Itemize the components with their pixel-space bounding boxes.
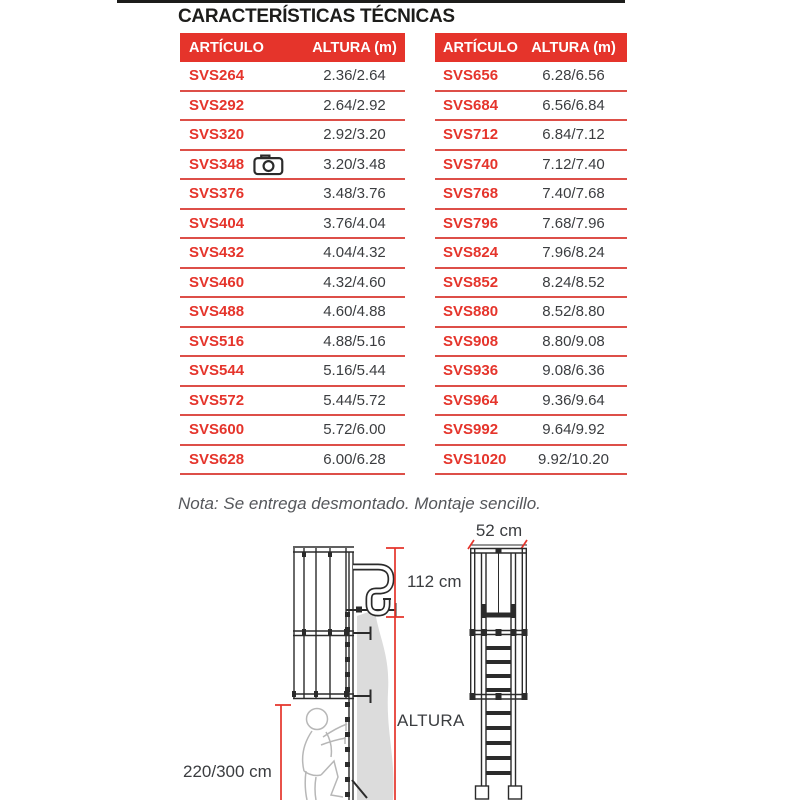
article-code: SVS628: [189, 450, 245, 468]
altura-value: 9.64/9.92: [542, 421, 605, 439]
altura-value: 8.80/9.08: [542, 332, 605, 350]
article-code: SVS684: [443, 96, 499, 114]
article-code: SVS376: [189, 185, 245, 203]
header-articulo: ARTÍCULO: [443, 39, 518, 56]
person-figure: [303, 709, 347, 800]
altura-value: 4.60/4.88: [323, 303, 386, 321]
article-code: SVS432: [189, 244, 245, 262]
wall-shape: [357, 611, 394, 800]
article-code: SVS404: [189, 214, 245, 232]
article-code: SVS320: [189, 126, 245, 144]
dim-label-cage-height: 112 cm: [407, 572, 462, 591]
altura-value: 7.40/7.68: [542, 185, 605, 203]
article-code: SVS544: [189, 362, 245, 380]
article-code: SVS600: [189, 421, 245, 439]
altura-value: 5.72/6.00: [323, 421, 386, 439]
article-code: SVS824: [443, 244, 499, 262]
altura-value: 9.92/10.20: [538, 450, 609, 468]
header-articulo: ARTÍCULO: [189, 39, 264, 56]
header-altura: ALTURA (m): [531, 39, 616, 56]
altura-value: 9.08/6.36: [542, 362, 605, 380]
altura-value: 6.28/6.56: [542, 67, 605, 85]
altura-value: 9.36/9.64: [542, 391, 605, 409]
article-code: SVS936: [443, 362, 499, 380]
altura-value: 3.48/3.76: [323, 185, 386, 203]
altura-value: 4.32/4.60: [323, 273, 386, 291]
altura-value: 8.24/8.52: [542, 273, 605, 291]
article-code: SVS488: [189, 303, 245, 321]
header-altura: ALTURA (m): [312, 39, 397, 56]
article-code: SVS712: [443, 126, 499, 144]
altura-value: 5.16/5.44: [323, 362, 386, 380]
article-code: SVS964: [443, 391, 499, 409]
article-code: SVS908: [443, 332, 499, 350]
altura-value: 2.36/2.64: [323, 67, 386, 85]
article-code: SVS348: [180, 153, 304, 176]
altura-value: 6.00/6.28: [323, 450, 386, 468]
page-title: CARACTERÍSTICAS TÉCNICAS: [178, 6, 455, 27]
article-code: SVS460: [189, 273, 245, 291]
handrail-hook: [353, 567, 391, 613]
article-code: SVS992: [443, 421, 499, 439]
altura-value: 7.68/7.96: [542, 214, 605, 232]
article-code: SVS572: [189, 391, 245, 409]
altura-value: 7.12/7.40: [542, 155, 605, 173]
altura-value: 2.64/2.92: [323, 96, 386, 114]
article-code: SVS292: [189, 96, 245, 114]
front-view-drawing: [468, 540, 528, 799]
article-code: SVS796: [443, 214, 499, 232]
altura-value: 3.76/4.04: [323, 214, 386, 232]
altura-value: 3.20/3.48: [323, 155, 386, 173]
article-code: SVS656: [443, 67, 499, 85]
assembly-note: Nota: Se entrega desmontado. Montaje sencillo.: [178, 494, 541, 513]
article-code: SVS1020: [443, 450, 507, 468]
altura-value: 2.92/3.20: [323, 126, 386, 144]
altura-value: 5.44/5.72: [323, 391, 386, 409]
article-code: SVS880: [443, 303, 499, 321]
article-code: SVS852: [443, 273, 499, 291]
altura-value: 4.88/5.16: [323, 332, 386, 350]
article-code: SVS264: [189, 67, 245, 85]
altura-value: 7.96/8.24: [542, 244, 605, 262]
altura-value: 4.04/4.32: [323, 244, 386, 262]
article-code: SVS768: [443, 185, 499, 203]
altura-value: 8.52/8.80: [542, 303, 605, 321]
dim-label-width: 52 cm: [475, 521, 523, 540]
altura-value: 6.84/7.12: [542, 126, 605, 144]
article-code: SVS516: [189, 332, 245, 350]
dim-label-base-height: 220/300 cm: [183, 762, 272, 781]
article-code: SVS740: [443, 155, 499, 173]
altura-value: 6.56/6.84: [542, 96, 605, 114]
dim-label-total-height: ALTURA: [397, 711, 465, 730]
